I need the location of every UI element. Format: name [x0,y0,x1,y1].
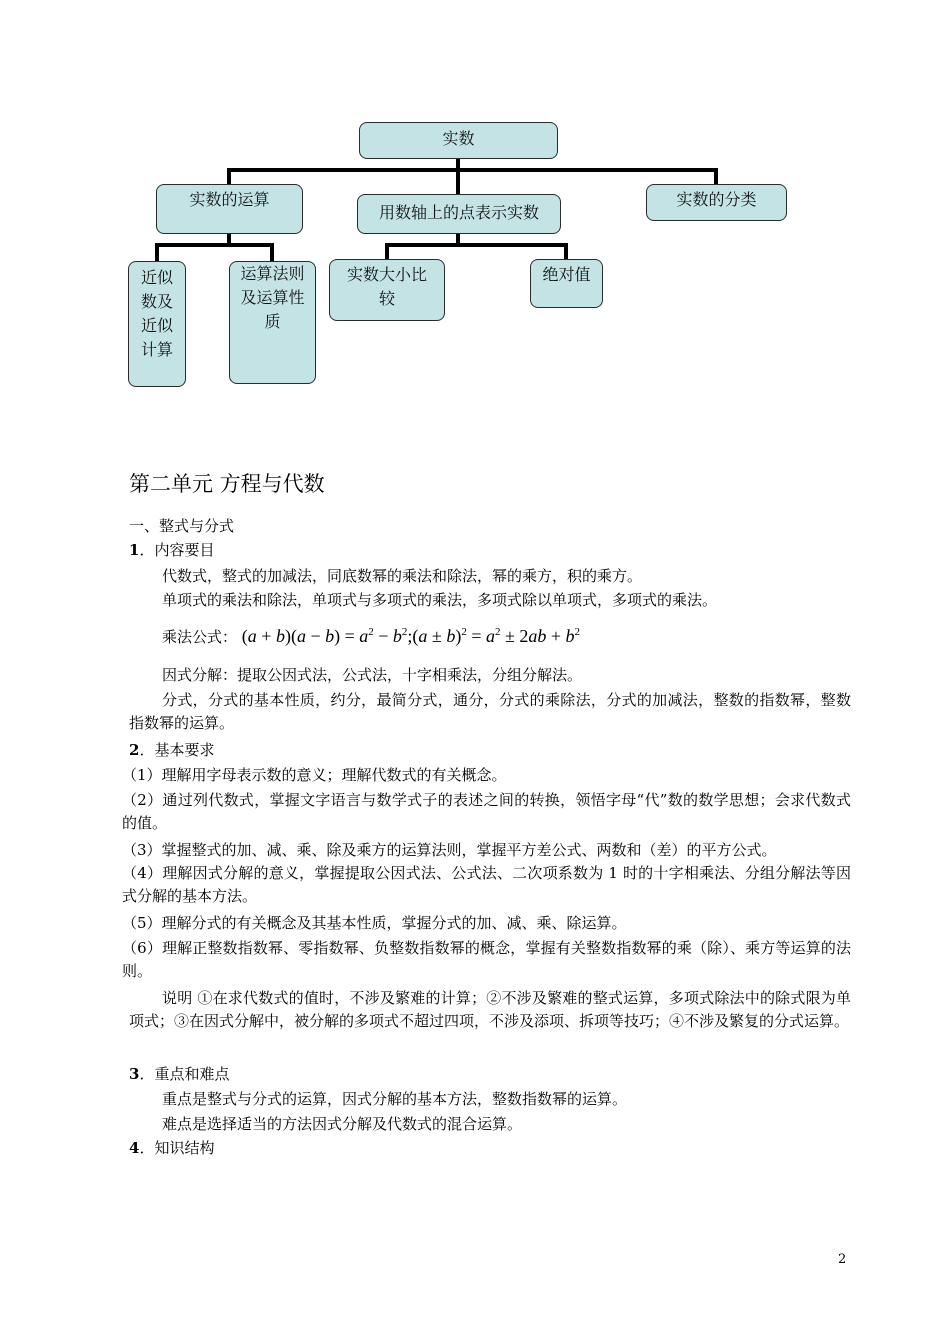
node-number-line-representation [357,194,561,234]
multiplication-formula [162,626,580,647]
node-label-line: 数及 [140,292,173,311]
formula-label: 乘法公式： [162,628,238,646]
node-label-line: 质 [264,312,281,331]
node-label: 实数的分类 [676,190,757,209]
node-label-line: 实数大小比 [346,265,427,284]
item-label: ．基本要求 [139,741,215,759]
item-heading-1 [129,539,214,561]
section-heading: 一、整式与分式 [129,517,235,535]
node-approximation [128,261,186,387]
requirement-item: （1）理解用字母表示数的意义；理解代数式的有关概念。 [122,766,507,784]
requirement-item: （5）理解分式的有关概念及其基本性质，掌握分式的加、减、乘、除运算。 [122,914,627,932]
node-label: 绝对值 [542,265,591,284]
node-label-line: 运算法则 [240,264,305,283]
node-label: 实数 [442,129,475,148]
node-real-number-classification [646,184,787,221]
item-number: 2 [129,741,140,759]
factorization-line: 因式分解：提取公因式法，公式法，十字相乘法，分组分解法。 [162,666,583,684]
item-heading-3 [129,1063,229,1085]
node-label: 实数的运算 [189,190,270,209]
difficult-points-line: 难点是选择适当的方法因式分解及代数式的混合运算。 [162,1115,523,1133]
node-absolute-value [530,259,603,308]
requirement-item: （2）通过列代数式，掌握文字语言与数学式子的表述之间的转换，领悟字母“代”数的数学思想；会求代数式的值。 [122,791,851,832]
item-label: ．重点和难点 [139,1065,230,1083]
content-line: 代数式，整式的加减法，同底数幂的乘法和除法，幂的乘方，积的乘方。 [162,567,643,585]
node-label-line: 较 [378,289,395,308]
item-label: ．知识结构 [139,1139,215,1157]
item-number: 3 [129,1065,140,1083]
item-number: 1 [129,541,140,559]
item-label: ．内容要目 [139,541,215,559]
key-points-line: 重点是整式与分式的运算，因式分解的基本方法，整数指数幂的运算。 [162,1090,628,1108]
item-heading-4 [129,1137,214,1159]
node-real-number-operations [156,184,303,234]
node-label-line: 近似 [140,316,173,335]
item-number: 4 [129,1139,140,1157]
page-number: 2 [838,1252,847,1267]
unit-title: 第二单元 方程与代数 [129,472,325,496]
node-label: 用数轴上的点表示实数 [378,203,539,222]
fraction-paragraph: 分式，分式的基本性质，约分，最简分式，通分，分式的乘除法，分式的加减法，整数的指数幂，整数指数幂的运算。 [129,691,851,732]
requirement-item: （3）掌握整式的加、减、乘、除及乘方的运算法则，掌握平方差公式、两数和（差）的平方公式。 [122,841,777,859]
node-label-line: 计算 [140,340,173,359]
node-label-line: 及运算性 [240,288,305,307]
real-number-tree-diagram [0,0,950,420]
requirement-item: （4）理解因式分解的意义，掌握提取公因式法、公式法、二次项系数为 1 时的十字相乘法、分组分解法等因式分解的基本方法。 [122,864,851,905]
requirement-item: （6）理解正整数指数幂、零指数幂、负整数指数幂的概念，掌握有关整数指数幂的乘（除）、乘方等运算的法则。 [122,939,851,980]
node-label-line: 近似 [140,268,173,287]
node-real-numbers [359,122,558,159]
node-compare-real-numbers [329,259,445,321]
content-line: 单项式的乘法和除法，单项式与多项式的乘法，多项式除以单项式，多项式的乘法。 [162,591,718,609]
item-heading-2 [129,739,214,761]
node-operation-laws [229,261,316,384]
formula-expression: $(a + b)(a - b) = a^2$ − $b^2;(a \pm b)^2 = a^2 \pm 2ab + b^2$ [241,626,581,646]
note-paragraph: 说明 ①在求代数式的值时，不涉及繁难的计算；②不涉及繁难的整式运算，多项式除法中的除式限为单项式；③在因式分解中，被分解的多项式不超过四项，不涉及添项、拆项等技巧；④不涉及繁复的分式运算。 [129,989,851,1030]
